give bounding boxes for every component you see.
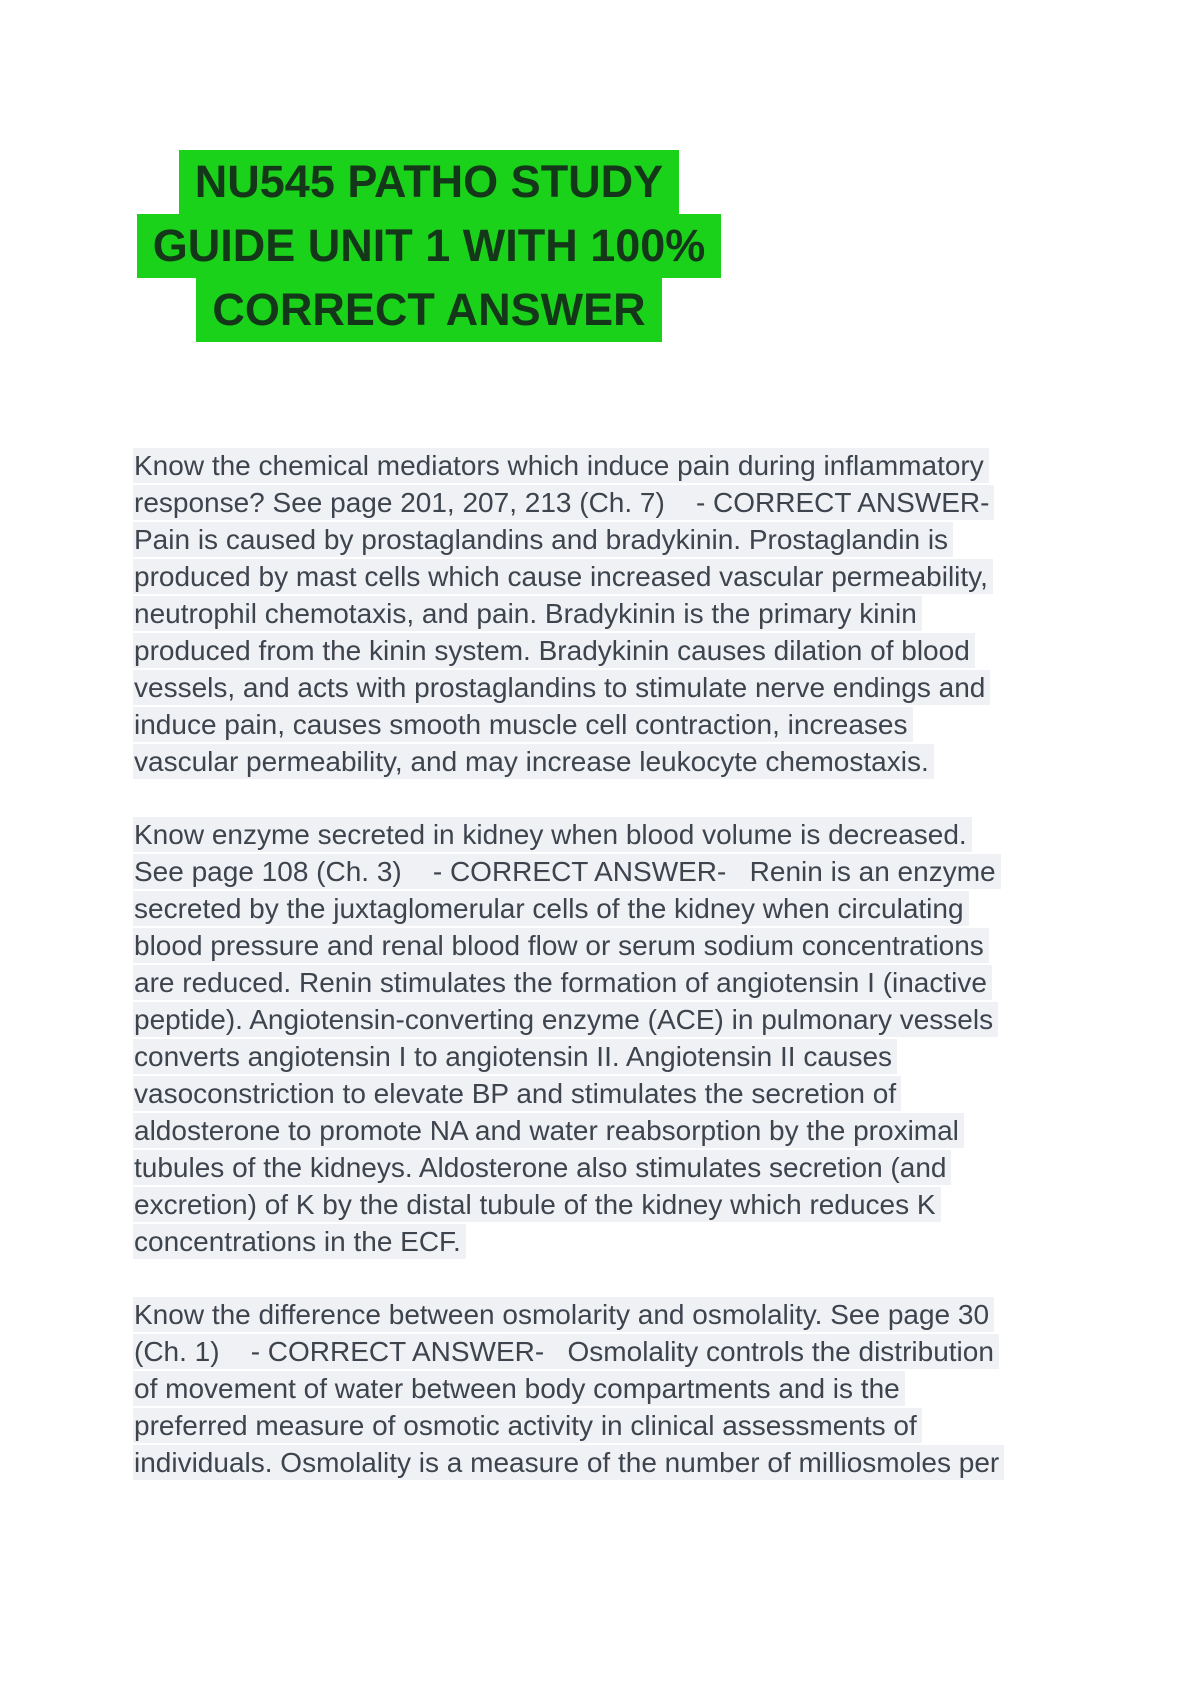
text-line <box>133 1444 1123 1481</box>
text-line-highlight: tubules of the kidneys. Aldosterone also stimulates secretion (and <box>133 1150 951 1185</box>
text-line <box>133 484 1123 521</box>
text-line-highlight: preferred measure of osmotic activity in clinical assessments of <box>133 1408 922 1443</box>
text-line-highlight: peptide). Angiotensin-converting enzyme (ACE) in pulmonary vessels <box>133 1002 998 1037</box>
text-line <box>133 890 1123 927</box>
title-line <box>133 150 725 214</box>
title-line <box>133 214 725 278</box>
text-line-highlight: vascular permeability, and may increase leukocyte chemostaxis. <box>133 744 934 779</box>
text-line <box>133 927 1123 964</box>
text-line-highlight: Pain is caused by prostaglandins and bradykinin. Prostaglandin is <box>133 522 953 557</box>
paragraph <box>133 816 1123 1260</box>
text-line <box>133 706 1123 743</box>
title-line-text: CORRECT ANSWER <box>196 278 661 342</box>
text-line-highlight: individuals. Osmolality is a measure of the number of milliosmoles per <box>133 1445 1004 1480</box>
text-line-highlight: are reduced. Renin stimulates the formation of angiotensin I (inactive <box>133 965 992 1000</box>
text-line-highlight: response? See page 201, 207, 213 (Ch. 7) - CORRECT ANSWER- <box>133 485 994 520</box>
text-line <box>133 1223 1123 1260</box>
text-line-highlight: Know the chemical mediators which induce pain during inflammatory <box>133 448 989 483</box>
text-line <box>133 1075 1123 1112</box>
text-line <box>133 447 1123 484</box>
text-line <box>133 595 1123 632</box>
document-title <box>133 150 725 342</box>
text-line <box>133 1186 1123 1223</box>
text-line-highlight: blood pressure and renal blood flow or serum sodium concentrations <box>133 928 989 963</box>
text-line <box>133 1296 1123 1333</box>
text-line <box>133 1001 1123 1038</box>
text-line <box>133 853 1123 890</box>
text-line-highlight: (Ch. 1) - CORRECT ANSWER- Osmolality controls the distribution <box>133 1334 999 1369</box>
text-line <box>133 558 1123 595</box>
paragraph <box>133 447 1123 780</box>
document-body <box>133 447 1123 1517</box>
text-line-highlight: of movement of water between body compartments and is the <box>133 1371 905 1406</box>
text-line-highlight: produced from the kinin system. Bradykinin causes dilation of blood <box>133 633 975 668</box>
text-line-highlight: induce pain, causes smooth muscle cell contraction, increases <box>133 707 913 742</box>
text-line <box>133 521 1123 558</box>
title-line <box>133 278 725 342</box>
text-line-highlight: vasoconstriction to elevate BP and stimulates the secretion of <box>133 1076 901 1111</box>
text-line <box>133 669 1123 706</box>
title-line-text: NU545 PATHO STUDY <box>179 150 679 214</box>
text-line <box>133 1333 1123 1370</box>
text-line-highlight: excretion) of K by the distal tubule of the kidney which reduces K <box>133 1187 941 1222</box>
text-line-highlight: See page 108 (Ch. 3) - CORRECT ANSWER- Renin is an enzyme <box>133 854 1001 889</box>
text-line-highlight: Know the difference between osmolarity and osmolality. See page 30 <box>133 1297 994 1332</box>
text-line-highlight: Know enzyme secreted in kidney when blood volume is decreased. <box>133 817 972 852</box>
text-line <box>133 1407 1123 1444</box>
text-line-highlight: secreted by the juxtaglomerular cells of the kidney when circulating <box>133 891 969 926</box>
text-line-highlight: vessels, and acts with prostaglandins to stimulate nerve endings and <box>133 670 990 705</box>
title-line-text: GUIDE UNIT 1 WITH 100% <box>137 214 722 278</box>
text-line <box>133 743 1123 780</box>
text-line <box>133 1149 1123 1186</box>
text-line <box>133 816 1123 853</box>
text-line <box>133 1038 1123 1075</box>
text-line <box>133 964 1123 1001</box>
text-line-highlight: concentrations in the ECF. <box>133 1224 466 1259</box>
paragraph <box>133 1296 1123 1481</box>
text-line-highlight: produced by mast cells which cause increased vascular permeability, <box>133 559 993 594</box>
text-line-highlight: converts angiotensin I to angiotensin II. Angiotensin II causes <box>133 1039 897 1074</box>
text-line <box>133 632 1123 669</box>
text-line-highlight: aldosterone to promote NA and water reabsorption by the proximal <box>133 1113 964 1148</box>
text-line <box>133 1370 1123 1407</box>
text-line-highlight: neutrophil chemotaxis, and pain. Bradykinin is the primary kinin <box>133 596 922 631</box>
text-line <box>133 1112 1123 1149</box>
